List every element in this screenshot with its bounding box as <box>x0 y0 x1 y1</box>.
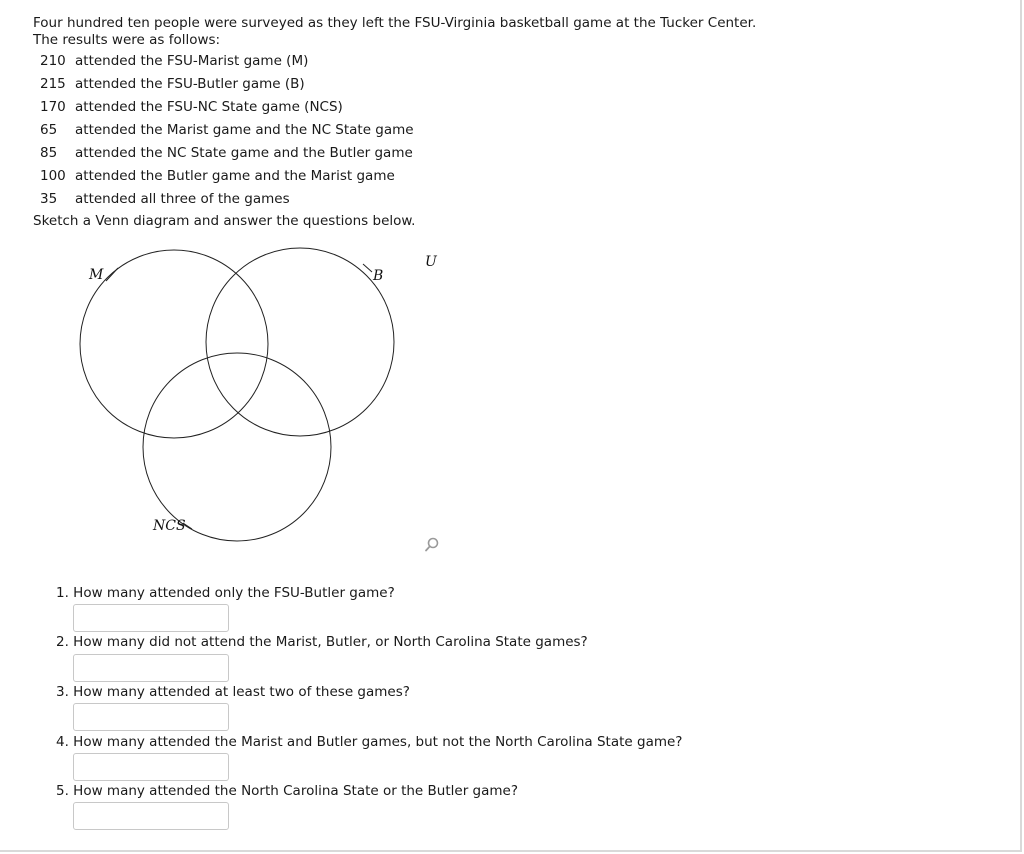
fact-text: attended the Marist game and the NC State game <box>75 122 414 138</box>
magnifier-icon[interactable] <box>423 536 441 554</box>
fact-text: attended the FSU-Butler game (B) <box>75 76 305 92</box>
fact-text: attended the Butler game and the Marist game <box>75 168 395 184</box>
question-2-answer-input[interactable] <box>73 654 229 682</box>
label-ncs: NCS <box>153 518 186 534</box>
label-m-leader <box>106 268 118 281</box>
fact-count: 170 <box>40 99 66 115</box>
intro-line-2: The results were as follows: <box>33 32 221 48</box>
fact-text: attended the FSU-Marist game (M) <box>75 53 309 69</box>
fact-count: 210 <box>40 53 66 69</box>
fact-count: 100 <box>40 168 66 184</box>
fact-text: attended all three of the games <box>75 191 290 207</box>
circle-b <box>206 248 394 436</box>
label-m: M <box>89 267 104 283</box>
circle-ncs <box>143 353 331 541</box>
question-1-label: 1. How many attended only the FSU-Butler game? <box>56 585 395 601</box>
fact-count: 215 <box>40 76 66 92</box>
label-b: B <box>373 268 384 284</box>
question-3-answer-input[interactable] <box>73 703 229 731</box>
label-b-leader <box>363 264 372 272</box>
question-3-label: 3. How many attended at least two of these games? <box>56 684 410 700</box>
question-4-answer-input[interactable] <box>73 753 229 781</box>
question-5-label: 5. How many attended the North Carolina State or the Butler game? <box>56 783 519 799</box>
question-2-label: 2. How many did not attend the Marist, Butler, or North Carolina State games? <box>56 634 588 650</box>
intro-line-1: Four hundred ten people were surveyed as they left the FSU-Virginia basketball game at the Tucker Center. <box>33 15 757 31</box>
fact-count: 85 <box>40 145 58 161</box>
question-4-label: 4. How many attended the Marist and Butler games, but not the North Carolina State game? <box>56 734 683 750</box>
label-universe: U <box>425 254 437 270</box>
question-5-answer-input[interactable] <box>73 802 229 830</box>
fact-count: 35 <box>40 191 58 207</box>
fact-text: attended the FSU-NC State game (NCS) <box>75 99 343 115</box>
fact-text: attended the NC State game and the Butler game <box>75 145 413 161</box>
question-1-answer-input[interactable] <box>73 604 229 632</box>
fact-count: 65 <box>40 122 58 138</box>
instruction-text: Sketch a Venn diagram and answer the questions below. <box>33 213 416 229</box>
